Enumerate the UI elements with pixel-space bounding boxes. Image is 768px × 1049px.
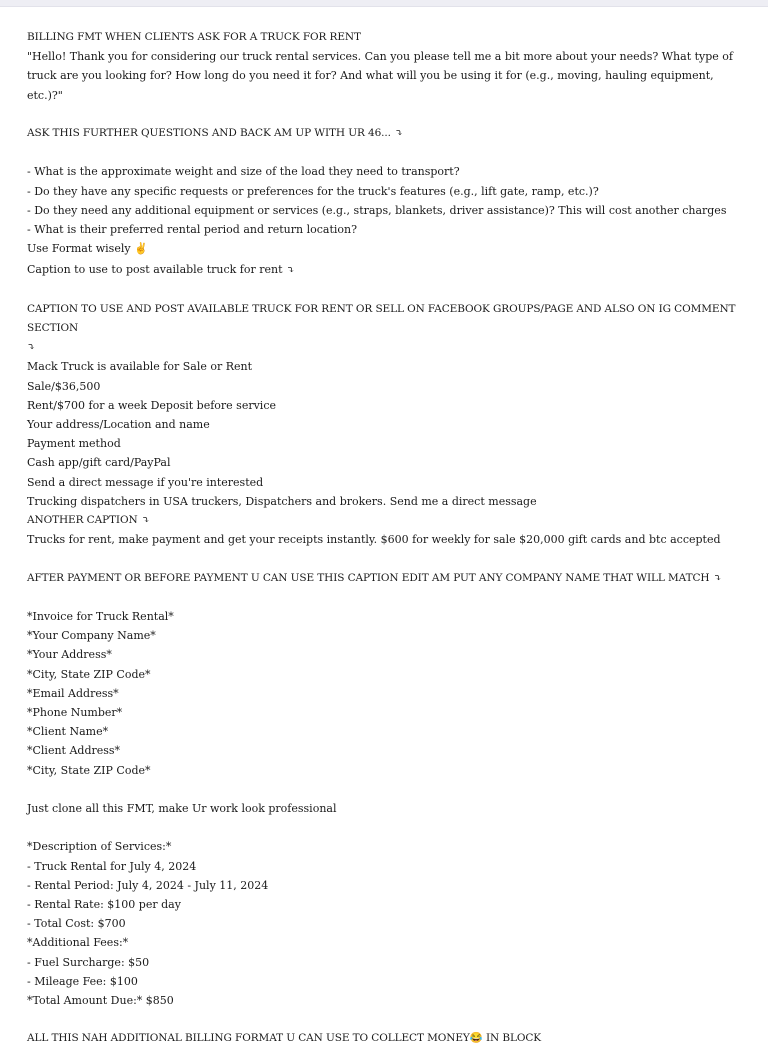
invoice-line: *Client Name* (27, 725, 109, 739)
arrow-down-right-icon: ⤵ (713, 572, 722, 584)
services-line: - Truck Rental for July 4, 2024 (27, 859, 197, 873)
use-format-note: Use Format wisely ✌️ (27, 242, 148, 256)
another-caption-text: Trucks for rent, make payment and get your receipts instantly. $600 for weekly for sale $20,000 gift cards and btc accepted (27, 533, 721, 547)
further-questions-heading (27, 124, 739, 143)
caption-intro (27, 260, 739, 280)
services-line: - Rental Rate: $100 per day (27, 898, 181, 912)
services-line: *Total Amount Due:* $850 (27, 994, 174, 1008)
spacer (27, 1010, 739, 1029)
arrow-down-right-icon: ⤵ (27, 342, 36, 354)
another-caption-heading (27, 511, 739, 530)
greeting-text: "Hello! Thank you for considering our truck rental services. Can you please tell me a bit more about your needs? What type of truck are you looking for? How long do you need it for? And what will you be using it for (e.g., moving, hauling equipment, etc.)?" (27, 50, 733, 102)
after-payment-heading (27, 569, 739, 588)
caption-line: Rent/$700 for a week Deposit before service (27, 398, 276, 412)
another-caption-heading-text: ANOTHER CAPTION (27, 514, 138, 527)
spacer (27, 588, 739, 607)
services-line: *Description of Services:* (27, 840, 172, 854)
caption-line: Send a direct message if you're interested (27, 475, 264, 489)
spacer (27, 818, 739, 837)
caption-line: Mack Truck is available for Sale or Rent (27, 360, 253, 374)
spacer (27, 105, 739, 124)
invoice-line: *Phone Number* (27, 706, 123, 720)
caption-line: Payment method (27, 437, 121, 451)
spacer (27, 780, 739, 799)
document-title: BILLING FMT WHEN CLIENTS ASK FOR A TRUCK FOR RENT (27, 31, 361, 43)
invoice-line: *Your Company Name* (27, 629, 156, 643)
after-payment-heading-text: AFTER PAYMENT OR BEFORE PAYMENT U CAN USE THIS CAPTION EDIT AM PUT ANY COMPANY NAME THAT WILL MATCH (27, 571, 710, 584)
services-line: - Mileage Fee: $100 (27, 974, 138, 988)
clone-note: Just clone all this FMT, make Ur work look professional (27, 802, 337, 816)
spacer (27, 549, 739, 568)
question-item: - Do they have any specific requests or preferences for the truck's features (e.g., lift gate, ramp, etc.)? (27, 184, 599, 198)
invoice-line: *City, State ZIP Code* (27, 667, 151, 681)
services-line: *Additional Fees:* (27, 936, 129, 950)
caption-heading-text: CAPTION TO USE AND POST AVAILABLE TRUCK FOR RENT OR SELL ON FACEBOOK GROUPS/PAGE AND ALSO ON IG COMMENT SECTION (27, 302, 736, 334)
invoice-line: *Client Address* (27, 744, 121, 758)
question-item: - What is the approximate weight and size of the load they need to transport? (27, 165, 460, 179)
invoice-line: *Invoice for Truck Rental* (27, 610, 174, 624)
caption-heading (27, 300, 739, 358)
invoice-line: *City, State ZIP Code* (27, 763, 151, 777)
caption-line: Your address/Location and name (27, 418, 210, 432)
further-questions-heading-text: ASK THIS FURTHER QUESTIONS AND BACK AM UP WITH UR 46... (27, 127, 391, 139)
spacer (27, 143, 739, 162)
services-line: - Fuel Surcharge: $50 (27, 955, 150, 969)
caption-line: Cash app/gift card/PayPal (27, 456, 171, 470)
arrow-down-right-icon: ⤵ (394, 128, 404, 139)
question-item: - What is their preferred rental period and return location? (27, 223, 358, 236)
footer-line: ALL THIS NAH ADDITIONAL BILLING FORMAT U CAN USE TO COLLECT MONEY😂 IN BLOCK (27, 1032, 541, 1045)
caption-line: Sale/$36,500 (27, 379, 101, 393)
spacer (27, 281, 739, 300)
arrow-down-right-icon: ⤵ (141, 515, 150, 527)
top-toolbar-strip (0, 0, 768, 7)
invoice-line: *Your Address* (27, 648, 112, 662)
invoice-line: *Email Address* (27, 686, 119, 700)
services-line: - Rental Period: July 4, 2024 - July 11, 2024 (27, 878, 269, 892)
question-item: - Do they need any additional equipment or services (e.g., straps, blankets, driver assistance)? This will cost another charges (27, 203, 727, 217)
services-line: - Total Cost: $700 (27, 917, 126, 931)
document-body (27, 28, 739, 1049)
caption-intro-text: Caption to use to post available truck for rent (27, 263, 283, 277)
arrow-down-right-icon: ⤵ (286, 265, 295, 277)
caption-line: Trucking dispatchers in USA truckers, Dispatchers and brokers. Send me a direct message (27, 494, 537, 508)
